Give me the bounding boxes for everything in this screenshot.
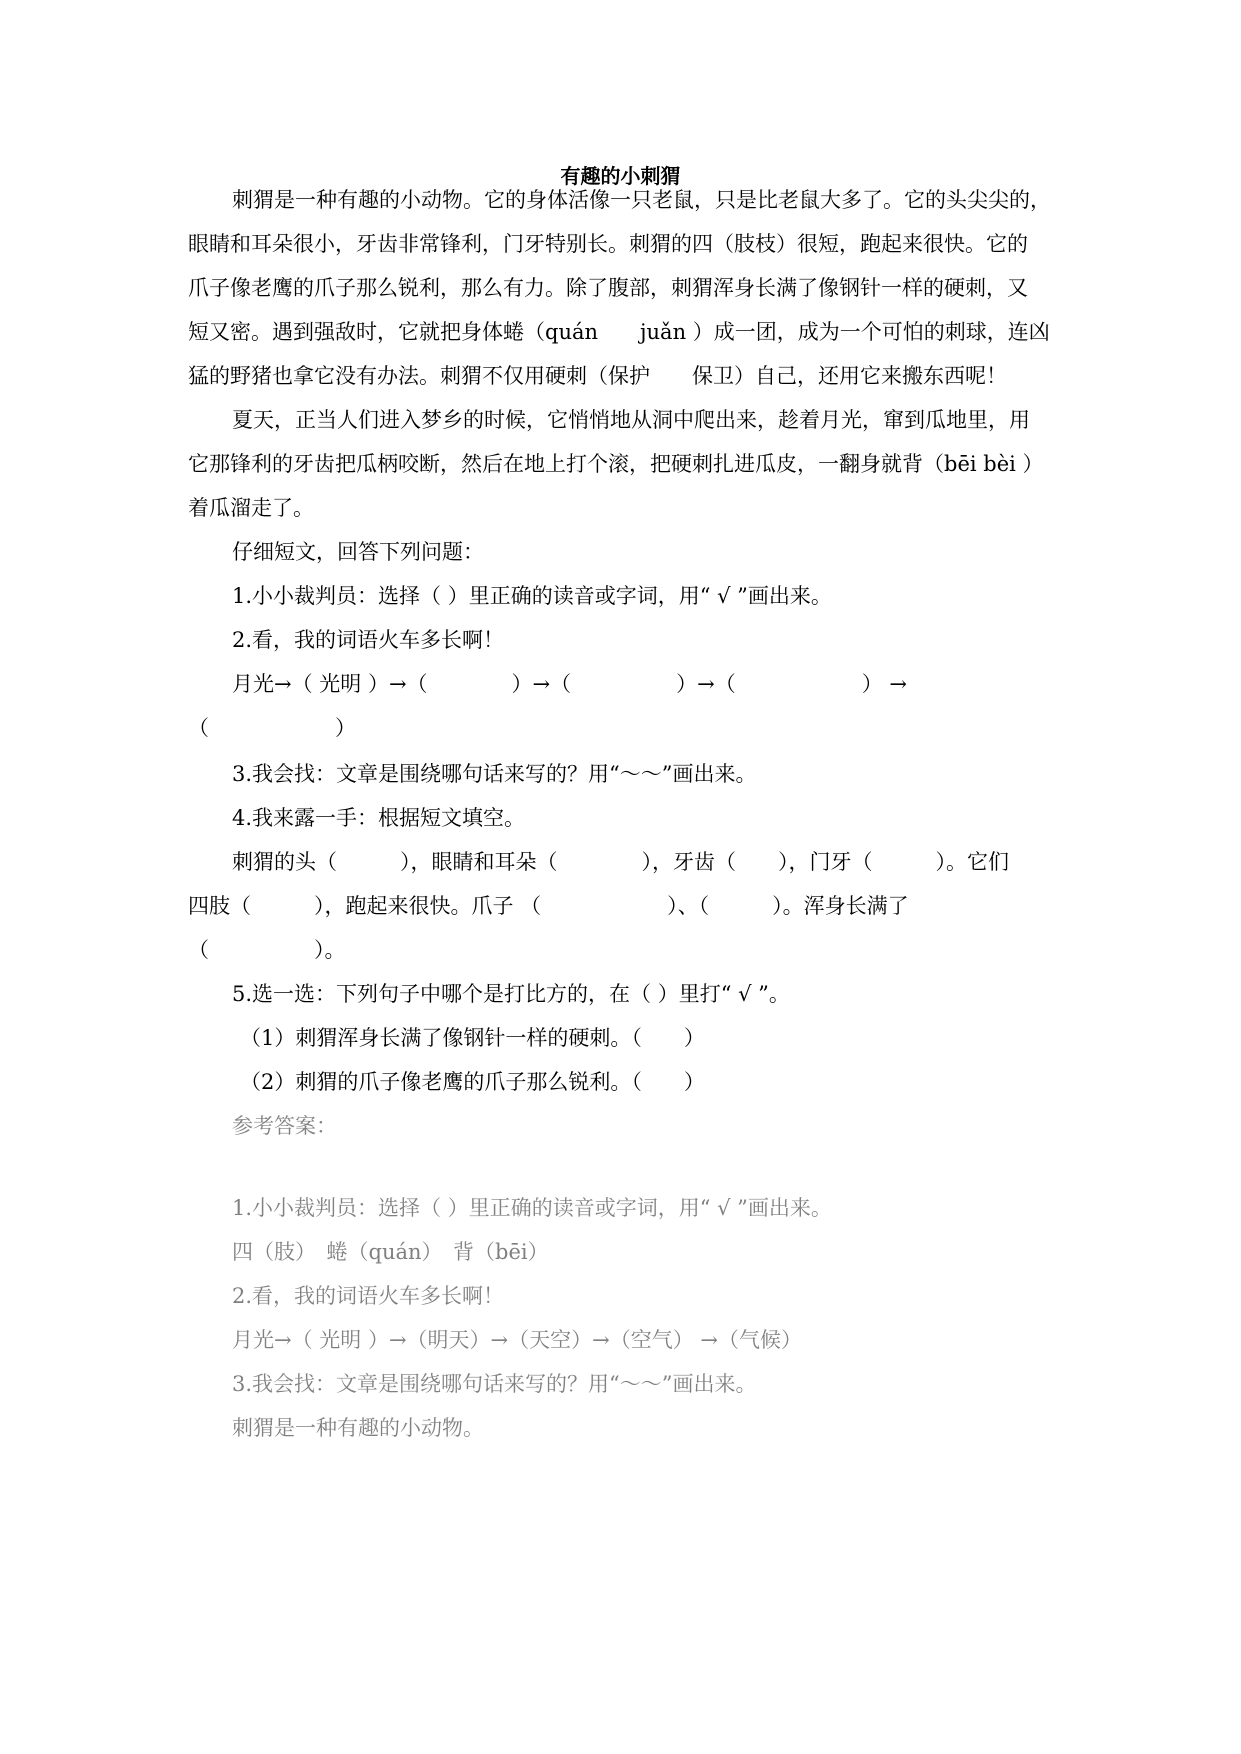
question-4: 4.我来露一手：根据短文填空。 [232,806,526,830]
fill-blank-line: （ ）。 [188,938,346,962]
fill-blank-line: 刺猬的头（ ），眼睛和耳朵（ ），牙齿（ ），门牙（ ）。它们 [232,850,1009,874]
passage-line: 爪子像老鹰的爪子那么锐利，那么有力。除了腹部，刺猬浑身长满了像钢针一样的硬刺，又 [188,276,1028,300]
instruction-text: 仔细短文，回答下列问题： [232,540,484,564]
answers-heading: 参考答案： [232,1114,337,1138]
answer-3-question: 3.我会找：文章是围绕哪句话来写的？用“～～”画出来。 [232,1372,757,1396]
fill-blank-line: 四肢（ ），跑起来很快。爪子 （ ）、（ ）。浑身长满了 [188,894,909,918]
passage-line: 它那锋利的牙齿把瓜柄咬断，然后在地上打个滚，把硬刺扎进瓜皮，一翻身就背（bēi bèi ） [188,452,1044,476]
choice-item: （2）刺猬的爪子像老鹰的爪子那么锐利。（ ） [240,1070,705,1094]
passage-line: 刺猬是一种有趣的小动物。它的身体活像一只老鼠，只是比老鼠大多了。它的头尖尖的， [232,188,1051,212]
question-3: 3.我会找：文章是围绕哪句话来写的？用“～～”画出来。 [232,762,757,786]
word-train-line: （ ） [188,716,356,740]
answer-1-question: 1.小小裁判员：选择（ ）里正确的读音或字词，用“ √ ”画出来。 [232,1196,832,1220]
answer-3: 刺猬是一种有趣的小动物。 [232,1416,484,1440]
passage-line: 猛的野猪也拿它没有办法。刺猬不仅用硬刺（保护 保卫）自己，还用它来搬东西呢！ [188,364,1007,388]
question-2: 2.看，我的词语火车多长啊！ [232,628,505,652]
passage-line: 着瓜溜走了。 [188,496,314,520]
question-5: 5.选一选：下列句子中哪个是打比方的，在（ ）里打“ √ ”。 [232,982,790,1006]
document-title: 有趣的小刺猬 [560,164,681,188]
passage-line: 夏天，正当人们进入梦乡的时候，它悄悄地从洞中爬出来，趁着月光，窜到瓜地里，用 [232,408,1030,432]
word-train-line: 月光→（ 光明 ）→（ ）→（ ）→（ ） → [232,672,908,696]
question-1: 1.小小裁判员：选择（ ）里正确的读音或字词，用“ √ ”画出来。 [232,584,832,608]
answer-2-question: 2.看，我的词语火车多长啊！ [232,1284,505,1308]
answer-1: 四（肢） 蜷（quán） 背（bēi） [232,1240,549,1264]
answer-2: 月光→（ 光明 ）→（明天）→（天空）→（空气） →（气候） [232,1328,803,1352]
passage-line: 眼睛和耳朵很小，牙齿非常锋利，门牙特别长。刺猬的四（肢枝）很短，跑起来很快。它的 [188,232,1028,256]
passage-line: 短又密。遇到强敌时，它就把身体蜷（quán juǎn ）成一团，成为一个可怕的刺球，连凶 [188,320,1050,344]
choice-item: （1）刺猬浑身长满了像钢针一样的硬刺。（ ） [240,1026,705,1050]
